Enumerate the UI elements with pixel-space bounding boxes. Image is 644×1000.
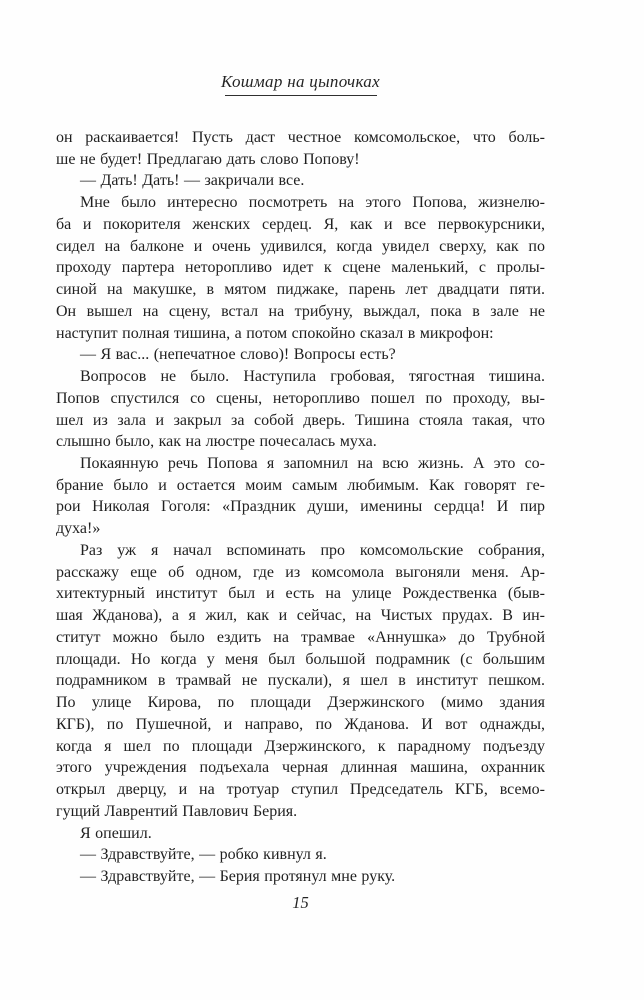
text-line: площади. Но когда у меня был большой подрамник (с большим [56, 650, 545, 668]
text-line: Раз уж я начал вспоминать про комсомольские собрания, [80, 541, 545, 559]
text-line: Мне было интересно посмотреть на этого Попова, жизнелю- [80, 194, 545, 212]
text-line: ба и покорителя женских сердец. Я, как и все первокурсники, [56, 215, 545, 233]
text-line: он раскаивается! Пусть даст честное комсомольское, что боль- [56, 129, 545, 146]
text-line: шел из зала и закрыл за собой дверь. Тишина стояла такая, что [56, 411, 545, 429]
page-text [56, 127, 545, 888]
text-line: проходу партера неторопливо идет к сцене маленький, с пролы- [56, 259, 545, 277]
text-line: ше не будет! Предлагаю дать слово Попову! [56, 150, 360, 168]
paragraph [56, 866, 545, 888]
text-line: — Здравствуйте, — робко кивнул я. [80, 846, 327, 864]
text-line: когда я шел по площади Дзержинского, к парадному подъезду [56, 737, 545, 755]
paragraph [56, 344, 545, 366]
text-line: брание было и остается моим самым любимым. Как говорят ге- [56, 476, 545, 494]
paragraph [56, 127, 545, 170]
header-rule [225, 95, 377, 96]
text-line: Я опешил. [80, 824, 152, 842]
paragraph [56, 823, 545, 845]
paragraph [56, 192, 545, 344]
page-number: 15 [292, 893, 309, 912]
paragraph [56, 540, 545, 823]
running-header [56, 72, 545, 96]
text-line: этого учреждения подъехала черная длинная машина, охранник [56, 759, 545, 777]
text-line: рои Николая Гоголя: «Праздник души, именины сердца! И пир [56, 498, 545, 516]
text-line: синой на макушке, в мятом пиджаке, парень лет двадцати пяти. [56, 281, 545, 299]
text-line: шая Жданова), а я жил, как и сейчас, на Чистых прудах. В ин- [56, 607, 545, 625]
text-line: — Здравствуйте, — Берия протянул мне руку. [80, 867, 396, 885]
text-line: наступит полная тишина, а потом спокойно сказал в микрофон: [56, 324, 494, 342]
text-line: слышно было, как на люстре почесалась муха. [56, 433, 377, 451]
text-line: хитектурный институт был и есть на улице Рождественка (быв- [56, 585, 545, 603]
text-line: подрамником в трамвай не пускали), я шел в институт пешком. [56, 672, 545, 690]
text-line: сидел на балконе и очень удивился, когда увидел сверху, как по [56, 237, 545, 255]
text-line: Покаянную речь Попова я запомнил на всю жизнь. А это со- [80, 455, 545, 473]
text-line: Вопросов не было. Наступила гробовая, тягостная тишина. [80, 368, 545, 386]
paragraph [56, 170, 545, 192]
text-line: — Дать! Дать! — закричали все. [80, 172, 305, 190]
text-line: открыл дверцу, и на тротуар ступил Председатель КГБ, всемо- [56, 781, 545, 799]
text-line: По улице Кирова, по площади Дзержинского (мимо здания [56, 694, 545, 712]
text-line: КГБ), по Пушечной, и направо, по Жданова. И вот однажды, [56, 715, 545, 733]
paragraph [56, 366, 545, 453]
text-line: — Я вас... (непечатное слово)! Вопросы есть? [80, 346, 396, 364]
paragraph [56, 453, 545, 540]
running-header-title: Кошмар на цыпочках [221, 72, 380, 91]
text-line: Попов спустился со сцены, неторопливо пошел по проходу, вы- [56, 389, 545, 407]
text-line: расскажу еще об одном, где из комсомола выгоняли меня. Ар- [56, 563, 545, 581]
text-line: Он вышел на сцену, встал на трибуну, выждал, пока в зале не [56, 302, 545, 320]
text-line: ститут можно было ездить на трамвае «Аннушка» до Трубной [56, 628, 545, 646]
text-line: гущий Лаврентий Павлович Берия. [56, 802, 298, 820]
paragraph [56, 844, 545, 866]
text-line: духа!» [56, 520, 101, 538]
